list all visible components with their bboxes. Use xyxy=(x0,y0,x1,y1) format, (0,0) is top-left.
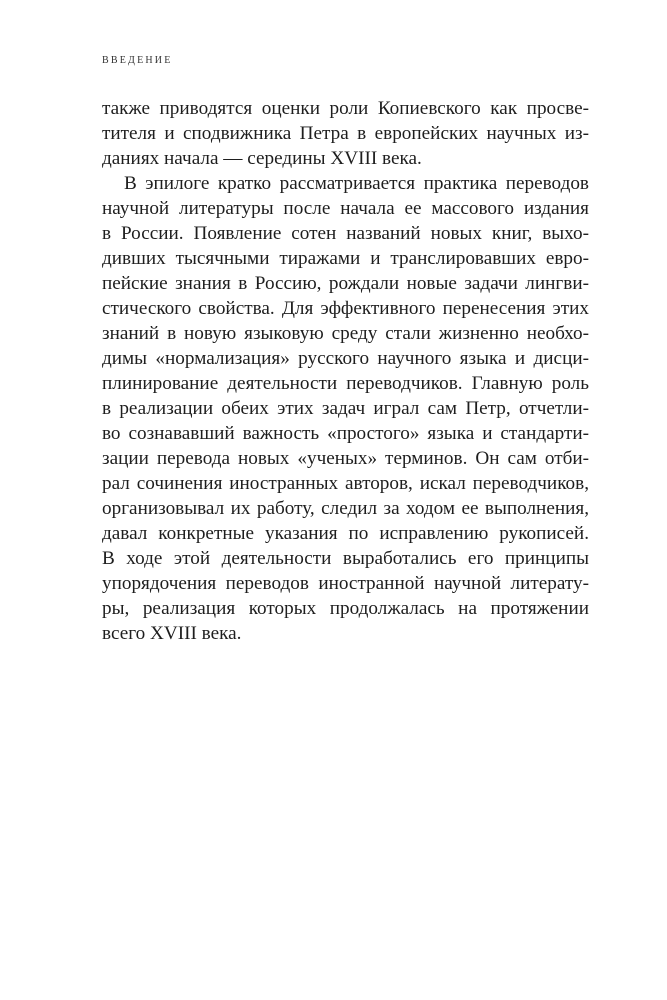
text-line: рал сочинения иностранных авторов, искал переводчиков, xyxy=(102,473,589,494)
text-line: зации перевода новых «ученых» терминов. Он сам отби- xyxy=(102,448,589,469)
text-line: димы «нормализация» русского научного языка и дисци- xyxy=(102,348,589,369)
text-line: стического свойства. Для эффективного перенесения этих xyxy=(102,298,589,319)
text-line: во сознававший важность «простого» языка и стандарти- xyxy=(102,423,589,444)
paragraph-2 xyxy=(102,171,589,646)
text-line: плинирование деятельности переводчиков. Главную роль xyxy=(102,373,589,394)
text-line: тителя и сподвижника Петра в европейских научных из- xyxy=(102,123,589,144)
text-line: знаний в новую языковую среду стали жизненно необхо- xyxy=(102,323,589,344)
running-head: ВВЕДЕНИЕ xyxy=(102,55,173,66)
paragraph-1 xyxy=(102,96,589,171)
text-line: даниях начала — середины XVIII века. xyxy=(102,148,422,169)
text-line: также приводятся оценки роли Копиевского как просве- xyxy=(102,98,589,119)
text-line: организовывал их работу, следил за ходом ее выполнения, xyxy=(102,498,589,519)
text-line: в реализации обеих этих задач играл сам Петр, отчетли- xyxy=(102,398,589,419)
text-line: всего XVIII века. xyxy=(102,623,242,644)
text-line: В ходе этой деятельности выработались его принципы xyxy=(102,548,589,569)
text-line: научной литературы после начала ее массового издания xyxy=(102,198,589,219)
text-line: давал конкретные указания по исправлению рукописей. xyxy=(102,523,589,544)
body-text xyxy=(102,96,589,646)
text-line: упорядочения переводов иностранной научной литерату- xyxy=(102,573,589,594)
text-line: дивших тысячными тиражами и транслировавших евро- xyxy=(102,248,589,269)
text-line: В эпилоге кратко рассматривается практика переводов xyxy=(124,173,589,194)
text-line: в России. Появление сотен названий новых книг, выхо- xyxy=(102,223,589,244)
text-line: ры, реализация которых продолжалась на протяжении xyxy=(102,598,589,619)
text-line: пейские знания в Россию, рождали новые задачи лингви- xyxy=(102,273,589,294)
